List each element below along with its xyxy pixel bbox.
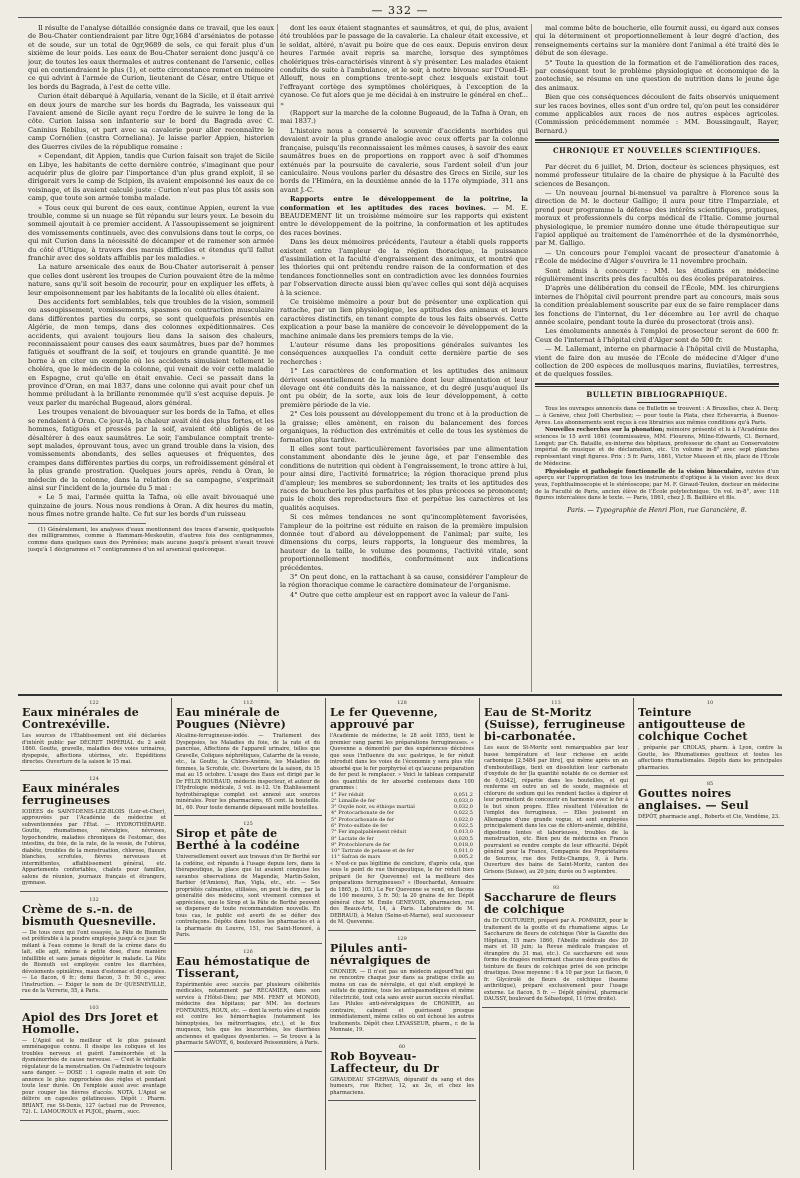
table-cell: 7° Fer impalpablement réduit: [331, 829, 407, 836]
section-title-chronicle: CHRONIQUE ET NOUVELLES SCIENTIFIQUES.: [552, 146, 762, 156]
advertisement: [482, 698, 630, 880]
ad-number: 132: [89, 896, 99, 903]
paragraph: mal comme bête de boucherie, elle fournit aussi, eu égard aux conses qui la déterminent et proportionnellement à leur degré d'action, des renseignements certains sur la manière dont l'animal a été traité dès le début de son élevage.: [535, 24, 779, 58]
advertisement: [20, 1003, 168, 1121]
table-cell: 0,005,2: [453, 854, 473, 861]
ad-number: 113: [551, 700, 561, 706]
advertisement: [328, 934, 476, 1039]
paragraph: (Rapport sur la marche de la colonne Bugeaud, de la Tafna à Oran, en mai 1837.): [280, 109, 528, 126]
paragraph: dont les eaux étaient stagnantes et saumâtres, et qui, de plus, avaient été troublées par le passage de la cavalerie. La chaleur était excessive, et le soldat, altéré, n'avait pu boire que de ces eaux. Depuis environ deux heures l'armée avait repris sa marche, lorsque des symptômes cholériques très-caractérisés vinrent à s'y présenter. Les malades étaient conduits de suite à l'ambulance, et le soir, à notre bivouac sur l'Oued-El-Alleuff, nous en comptions trente-sept chez lesquels existait tout l'effrayant cortège des symptômes cholériques, à l'exception de la cyanose. Ce fut alors que je me décidai à en instruire le général en chef... »: [280, 24, 528, 108]
table-cell: 0,020,5: [453, 835, 473, 842]
chronicle-item: Les émoluments annexés à l'emploi de prosecteur seront de 600 fr. Ceux de l'internat à l'hôpital civil d'Alger sont de 500 fr.: [535, 327, 779, 344]
ad-title: Eaux minérales ferrugineuses: [22, 781, 120, 807]
ad-number: 112: [243, 700, 253, 706]
ad-title: Eaux minérales de Contrexéville.: [22, 706, 139, 731]
report-heading: [280, 195, 528, 237]
table-cell: 9° Protochlorure de fer: [331, 841, 391, 848]
ad-divider: [479, 698, 480, 1170]
report-author: — M. E. BEAUDEMENT lit un troisième mémoire sur les rapports qui existent entre le développement de la poitrine, la conformation et les aptitudes des races bovines.: [280, 203, 528, 237]
ad-title: Sirop et pâte de Berthé à la codéine: [176, 827, 300, 852]
table-cell: 0,013,0: [453, 829, 473, 836]
report-title: Rapports entre le développement de la poitrine, la conformation et les aptitudes des races bovines.: [280, 195, 528, 212]
ad-title: Gouttes noires anglaises. — Seul: [638, 787, 749, 812]
paragraph: Il elles sont tout particulièrement favorisées par une alimentation constamment abondante dès le jeune âge, et par l'ensemble des conditions de nutrition qui cèdent à l'engraissement, le tronc attire à lui, pour ainsi dire, l'activité formatrice; la région thoracique prend plus d'ampleur; les membres se subordonnent; les traits et les aptitudes des races de boucherie les plus parfaites et les plus précoces se prononcent; puis le choix des reproducteurs fixe et perpétue les caractères et les qualités acquises.: [280, 444, 528, 512]
advertisement: [20, 774, 168, 892]
paragraph: » Tous ceux qui burent de ces eaux, continue Appien, eurent la vue trouble, comme si un nuage se fût répandu sur leurs yeux. Le besoin du sommeil ajoutait à ce premier accident. A l'assoupissement se joignirent des vomissements continuels, avec des convulsions dans tout le corps, ce qui mit Curion dans la nécessité de décamper et de ramener son armée du côté d'Utique, à travers des marais difficiles et étendus qu'il fallut franchir avec des soldats affaiblis par les maladies. »: [28, 203, 274, 262]
ad-body: IODÉES de SAINT-DENIS-LEZ-BLOIS (Loir-et-Cher), approuvées par l'Académie de médecine et subventionnées par l'État. — HYDROTHÉRAPIE. Goutte, rhumatismes, névralgies, névroses, hypochondrie, maladies chroniques de l'estomac, des intestins, du foie, de la rate, de la vessie, de l'utérus, diabète, troubles de la menstruation, chlorose, flueurs blanches, scrofules, fièvres nerveuses et intermittentes, affaiblissement général, etc. Appartements confortables, chalets pour familles, salons de réunion, journaux français et étrangers, gymnase.: [22, 808, 166, 886]
paragraph: « Cependant, dit Appien, tandis que Curion faisait son trajet de Sicile en Libye, les habitants de cette dernière contrée, s'imaginant que pour acquérir plus de gloire par l'importance d'un plus grand exploit, il se dirigerait vers le camp de Scipion, ils avaient empoisonné les eaux de ce voisinage, et ils avaient calculé juste : Curion n'eut pas plus tôt assis son camp, que toute son armée tomba malade.: [28, 152, 274, 203]
iron-comparison-table: [330, 792, 474, 861]
ad-divider: [325, 698, 326, 1170]
small-rule: [637, 159, 677, 160]
advertisement: [328, 1042, 476, 1102]
column-2: [280, 24, 528, 692]
ad-body: , préparée par CROLAS, pharm. à Lyon, contre la Goutte, les Rhumatismes goutteux et toutes les affections rhumatismales. Dépôts dans les principales pharmacies.: [638, 745, 782, 771]
paragraph: 3° On peut donc, en la rattachant à sa cause, considérer l'ampleur de la région thoracique comme le caractère dominateur de l'organisme.: [280, 573, 528, 590]
ad-title: Eau minérale de Pougues (Nièvre): [176, 706, 287, 731]
chronicle-item: D'après une délibération du conseil de l'École, MM. les chirurgiens internes de l'hôpital civil pourront prendre part au concours, mais sous la condition préalablement souscrite par eux de se faire remplacer dans les fonctions de l'internat, du 1er décembre au 1er avril de chaque année scolaire, pendant toute la durée du prosectorat (trois ans).: [535, 284, 779, 326]
advertisement: [174, 819, 322, 944]
ad-title: Apiol des Drs Joret et Homolle.: [22, 1010, 159, 1036]
paragraph: Il résulte de l'analyse détaillée consignée dans ce travail, que les eaux de Bou-Chater contiendraient par litre 0gr,1684 d'arséniates de potasse et de soude, sur un total de 0gr,9689 de sels, ce qui ferait plus d'un sixième de leur poids. Les eaux de Bou-Chater seraient donc jusqu'à ce jour, de toutes les eaux thermales et autres contenant de l'arsenic, celles qui en contiendraient le plus (1), et cette circonstance remet en mémoire ce qui advint à l'armée de Curion, lieutenant de César, entre Utique et les bords du Bagrada, à l'est de cette ville.: [28, 24, 274, 91]
chronicle-item: Sont admis à concourir : MM. les étudiants en médecine régulièrement inscrits près des facultés ou des écoles préparatoires.: [535, 266, 779, 283]
ad-title: Pilules anti-névralgiques de: [330, 941, 431, 967]
table-cell: 1° Fer réduit: [331, 791, 364, 798]
table-cell: 5° Protocarbonate de fer: [331, 816, 395, 823]
ad-number: 85: [706, 781, 714, 787]
bulletin-item-text: mémoire présenté et lu à l'Académie des sciences le 15 avril 1861 (commissaires, MM. Flourens, Milne-Edwards, Cl. Bernard, Longet; par Ch. Bataille, ex-interne des hôpitaux, professeur de chant au Conservatoire impérial de musique et de déclamation, etc. Un volume in-8° avec sept planches représentant vingt figures. Prix : 5 fr. Paris, 1861, Victor Masson et fils, place de l'École de Médecine.: [535, 427, 779, 467]
paragraph: 2° Ces lois poussent au développement du tronc et à la production de la graisse; elles amènent, en raison du balancement des forces organiques, la réduction des extrémités et celle de tous les systèmes de formation plus tardive.: [280, 410, 528, 444]
ad-body: — L'Apiol est le meilleur et le plus puissant emménagogue connu. Il dissipe les coliques et les troubles nerveux et guérit l'aménorrhée et la dysménorrhée de cause nerveuse. — C'est le véritable régulateur de la menstruation. On l'administre toujours sans danger. — DOSE : 1 capsule matin et soir. On annonce le plus rapprochées des règles et pendant toute leur durée. On l'emploie aussi avec avantage pour couper les fièvres d'accès. NOTA. L'Apiol se délivre en capsules gélatineuses. Dépôt : Pharm. BRIANT, rue St-Denis, 127 (actuel rue de Provence, 72). L. LAMOUROUX et PUJOL, pharm., succ.: [22, 1037, 166, 1115]
column-3: [535, 24, 779, 692]
paragraph: L'histoire nous a conservé le souvenir d'accidents morbides qui devaient avoir la plus grande analogie avec ceux offerts par la colonne française, puisqu'ils reconnaissaient les mêmes causes, à savoir des eaux saumâtres bues en de proportions en rapport avec à soif d'hommes exténués par la poursuite de cavalerie, sous l'ardent soleil d'un jour caniculaire. Nous voulons parler du désastre des Grecs en Sicile, sur les bords de l'Himéra, en la deuxième année de la 117e olympiade, 311 ans avant J.-C.: [280, 126, 528, 194]
paragraph: Bien que ces conséquences découlent de faits observés uniquement sur les races bovines, elles sont d'un ordre tel, qu'on peut les considérer comme applicables aux races de nos autres espèces agricoles. (Commission précédemment nommée : MM. Boussingault, Rayer, Bernard.): [535, 93, 779, 135]
ad-body: « N'est-ce pas légitime de conclure, d'après cela, que sous le point de vue thérapeutique, le fer réduit bien préparé (le fer Quevenne) est la meilleure des préparations ferrugineuses? » (Bouchardat, Annuaire de 1865, p. 105.) Le Fer Quevenne se vend, en flacons de 100 mesures, 3 fr. 50; la 20 grains de fer. Dépôt général chez M. Émile GENEVOIX, pharmacien, rue des Beaux-Arts, 14, à Paris. Laboratoire de M. DEBRAUD, à Melun (Seine-et-Marne), seul successeur de M. Quevenne.: [330, 860, 474, 926]
ad-divider: [633, 698, 634, 1170]
ad-body: Alcaline-ferrugineuse-iodée. — Traitement des Dyspepsies, les Maladies du foie, de la rate et du pancréas, Affections de l'appareil urinaire, telles que Gravelle, Coliques néphrétiques, Catarrhe de la vessie, etc., la Goutte, la Chloro-Anémie, les Maladies de femmes, la Scrofule, etc. Ouverture de la saison, du 15 mai au 15 octobre. L'usage des Eaux est dirigé par le Dr FÉLIX ROUBAUD, médecin inspecteur, et auteur de l'Hydrologie médicale, 3 vol. in-12. Un Établissement hydrothérapique complet est annexé aux sources minérales. Pour les pharmaciens, 65 cent. la bouteille. Id., 60. Pour toute demande dépassant mille bouteilles.: [176, 733, 320, 811]
chronicle-item: — M. Lallemant, interne en pharmacie à l'hôpital civil de Mustapha, vient de faire don au musée de l'École de médecine d'Alger d'une collection de 200 espèces de mollusques marins, fluviatiles, terrestres, et de quelques fossiles.: [535, 345, 779, 379]
ad-number: 122: [89, 700, 99, 706]
ad-body: CRONIER. — Il n'est pas un médecin aujourd'hui qui ne rencontre chaque jour dans sa pratique civile au moins un cas de névralgie, et qui n'ait employé le sulfate de quinine, tous les antispasmodiques et même l'électricité, tout cela sans avoir aucun succès résultat. Les Pilules anti-névralgiques de CRONIER, au contraire, calment et guérissent presque immédiatement, même celles où ont échoué les autres traitements. Dépôt chez LEVASSEUR, pharm., r. de la Monnaie, 19.: [330, 968, 474, 1034]
table-cell: 0,033,0: [453, 797, 473, 804]
ad-number: 125: [243, 821, 253, 827]
ad-column-1: [20, 698, 168, 1170]
section-rule: [535, 383, 779, 387]
table-cell: 3° Oxyde noir, ou éthiops martial: [331, 804, 415, 811]
paragraph: Si ces mêmes tendances ne sont qu'incomplètement favorisées, l'ampleur de la poitrine est réduite en raison de la première impulsion donnée tout d'abord au développement de l'animal; par suite, les dimensions du corps, leurs rapports, la longueur des membres, la hauteur de la taille, le volume des poumons, l'activité vitale, sont proportionnellement modifiés, conformément aux indications précédentes.: [280, 513, 528, 572]
ad-body: Les sources de l'Établissement ont été déclarées d'intérêt public par DÉCRET IMPÉRIAL du 2 août 1860. Goutte, gravelle, maladies des voies urinaires, dyspepsie, affections utérines, etc. Expéditions directes. Ouverture de la saison le 15 mai.: [22, 733, 166, 765]
page-number: — 332 —: [371, 4, 429, 17]
ad-title: Saccharure de fleurs de colchique: [484, 891, 617, 916]
ad-number: 129: [397, 935, 407, 942]
footnote-rule: [28, 523, 146, 524]
ad-title: Crème de s.-n. de bismuth Quesneville.: [22, 902, 157, 928]
table-cell: 0,011,0: [453, 848, 473, 855]
table-cell: 0,032,0: [453, 804, 473, 811]
paragraph: 5° Toute la question de la formation et de l'amélioration des races, par conséquent tout le problème physiologique et économique de la zootechnie, se résume en une question de nutrition dans le jeune âge des animaux.: [535, 58, 779, 92]
advertisement: [20, 698, 168, 771]
column-rule: [277, 24, 278, 692]
column-rule: [531, 24, 532, 692]
table-cell: 11° Safran de mars: [331, 854, 381, 861]
table-cell: 0,022,5: [453, 810, 473, 817]
advertisement: [636, 698, 784, 776]
paragraph: Des accidents fort semblables, tels que troubles de la vision, sommeil ou assoupissement, vomissements, spasmes ou contraction musculaire dans différentes parties du corps, se sont quelquefois présentés en Algérie, de mon temps, dans des colonnes expéditionnaires. Ces accidents, qui avaient toujours lieu dans la saison des chaleurs, reconnaissaient pour causes des eaux saumâtres, bues par de? hommes fatigués et souffrant de la soif, et toujours en grande quantité. Je me borne à en citer un exemple où les accidents simulaient tellement le choléra, que le médecin de la colonne, qui venait de voir cette maladie en Espagne, crut qu'elle en était envahie. Ceci se passait dans la province d'Oran, en mai 1837, dans une colonne qui avait pour chef un homme préludant à la brillante renommée qu'il s'est acquise depuis. Je veux parler du maréchal Bugeaud, alors général.: [28, 298, 274, 407]
paragraph: La nature arsenicale des eaux de Bou-Chater autoriserait à penser que celles dont usèrent les troupes de Curion pouvaient être de la même nature, sans qu'il soit besoin de recourir, pour en expliquer les effets, à leur empoisonnement par les habitants de la localité où elles étaient.: [28, 263, 274, 297]
advertisement: [636, 779, 784, 826]
ad-title: Rob Boyveau-Laffecteur, du Dr: [330, 1049, 440, 1075]
paragraph: « Le 5 mai, l'armée quitta la Tafna, où elle avait bivouaqué une quinzaine de jours. Nous nous rendions à Oran. A dix heures du matin, nous fîmes notre grande halte. Ce fut sur les bords d'un ruisseau: [28, 493, 274, 519]
section-rule: [535, 139, 779, 143]
table-cell: 4° Protocarbonate de fer: [331, 810, 395, 817]
table-cell: 2° Limaille de fer: [331, 797, 376, 804]
section-title-bulletin: BULLETIN BIBLIOGRAPHIQUE.: [586, 389, 728, 399]
ad-body: DÉPÔT, pharmacie angl., Roberts et Cie, Vendôme, 23.: [638, 814, 780, 820]
paragraph: Curion était débarqué à Aquilaria, venant de la Sicile, et il était arrivé en deux jours de marche sur les bords du Bagrada, les vaisseaux qui l'avaient amené de Sicile ayant reçu l'ordre de le suivre le long de la côte. Curion laissa son infanterie sur le bord du Bagrada avec C. Caninius Rebilus, et part avec sa cavalerie pour aller reconnaître le camp Cornélien (castra Corneliana). Je laisse parler Appien, historien des Guerres civiles de la république romaine :: [28, 92, 274, 151]
table-cell: 0,018,0: [453, 841, 473, 848]
ad-column-2: [174, 698, 322, 1170]
advertisement: [482, 883, 630, 1008]
paragraph: Les troupes venaient de bivouaquer sur les bords de la Tafna, et elles se rendaient à Oran. Ce jour-là, la chaleur avait été des plus fortes, et les hommes, fatigués et pressés par la soif, avaient été obligés de se désaltérer à des eaux saumâtres. Le soir, l'ambulance comptait trente-sept malades, éprouvant tous, avec un grand trouble dans la vision, des vomissements abondants, des selles aqueuses et fréquentes, des crampes dans différentes parties du corps, un refroidissement général et la plus grande prostration. Quelques jours après, rendu à Oran, le médecin de la colonne, dans la relation de sa campagne, s'exprimait ainsi sur l'incident de la journée du 5 mai :: [28, 408, 274, 492]
bulletin-item-title: Nouvelles recherches sur la phonation;: [545, 427, 665, 434]
ad-body: Universellement ouvert aux travaux d'un Dr Berthé sur la codéine, est répandu à l'usage depuis lors, dans la thérapeutique, la place que lui avaient conquise les savantes observations de Magendie, Martin-Solon, Barbier (d'Amiens), Ran, Vigla, etc., etc. — Ses propriétés calmantes, utilisées, on peut le dire, par la généralité des médecins, sont vivement connues et appréciées, que le Sirop et la Pâte de Berthé peuvent se dispenser de toute recommandation nouvelle. En tous cas, le public est averti de se défier des contrefaçons. Dépôts dans toutes les pharmacies et à la pharmacie du Louvre, 151, rue Saint-Honoré, à Paris.: [176, 854, 320, 938]
ad-body: l'Académie de médecine, le 28 août 1855, tient le premier rang parmi les préparations ferrugineuses. « Quevenne a démontré par des expériences décisives que sous l'influence du suc gastrique, le fer réduit introduit dans les voies de l'économie y sera plus vite absorbé que le fer porphyrisé et qu'aucune préparation de fer peut le remplacer. » Voici le tableau comparatif des quantités de fer absorbé contenues dans 100 grammes :: [330, 733, 474, 791]
column-1: [28, 24, 274, 692]
table-cell: 0,022,0: [453, 816, 473, 823]
advertisement-rule: [18, 694, 782, 696]
ad-column-3: [328, 698, 476, 1170]
ad-body: Expérimentée avec succès par plusieurs célébrités médicales, notamment par RÉCAMIER, dans son service à l'Hôtel-Dieu; par MM. FEMY et MONOD, médecins des hôpitaux; par MM. les docteurs FONTAINES, ROUX, etc. — dont la vertu sûre et rapide est contre les hémorrhagies (notamment les hémoptysies, les métrorrhagies, etc.), et le flux muqueux, tels que les leucorrhées, les diarrhées anciennes et quelques dysenteries. — Se trouve à la pharmacie SAVOYE, 6, boulevard Poissonnière, à Paris.: [176, 981, 320, 1046]
table-cell: 0,022,5: [453, 822, 473, 829]
ad-body: du Dr COUTURIER, préparé par A. POMMIER, pour le traitement de la goutte et du rhumatisme aigus. Le Saccharure de fleurs de colchique (Voir la Gazette des Hôpitaux, 15 mars 1860, l'Abeille médicale des 20 mars et 18 juin; la Revue médicale française et étrangère du 31 mai, etc.). Ce saccharure est sous forme de dragées renfermant chacune deux gouttes de teinture de fleurs de colchique privé de son principe drastique. Dose moyenne : 6 à 10 par jour. Le flacon, 6 fr. Glycérolé de fleurs de colchique (baume anthritique), préparé exclusivement pour l'usage externe. Le flacon, 5 fr. — Dépôt général, pharmacie DAUSSY, boulevard de Sébastopol, 11 (rive droite).: [484, 918, 628, 1002]
printer-line: Paris. — Typographie de Henri Plon, rue Garancière, 8.: [567, 506, 747, 515]
header-rule: [18, 17, 782, 18]
bulletin-item-title: Physiologie et pathologie fonctionnelle de la vision binoculaire,: [545, 468, 744, 475]
ad-body: — De tous ceux qui l'ont essayée, la Pâte de Bismuth est préférable à la poudre employée jusqu'à ce jour. Se mêlant à l'eau comme le ferait de la crème dans du lait, elle agit, même à petite dose, d'une manière infaillible et sans jamais dégoûter le malade. La Pâte de Bismuth est employée contre les diarrhées, dévoiements opiniâtres, maux d'estomac et dyspepsies. — Le flacon, 6 fr.; demi flacon, 3 fr. 50 c., avec l'instruction. — Exiger le nom de Dr QUESNEVILLE, rue de la Verrerie, 55, à Paris.: [22, 929, 166, 994]
ad-number: 103: [89, 1004, 99, 1011]
table-cell: 8° Lactate de fer: [331, 835, 374, 842]
ad-number: 93: [552, 885, 560, 891]
ad-divider: [171, 698, 172, 1170]
paragraph: 4° Outre que cette ampleur est en rapport avec la valeur de l'ani-: [290, 590, 510, 599]
ad-number: 10: [706, 700, 714, 706]
chronicle-item: Par décret du 6 juillet, M. Drion, docteur ès sciences physiques, est nommé professeur titulaire de la chaire de physique à la Faculté des sciences de Besançon.: [535, 162, 779, 188]
ad-body: GIRAUDEAU ST-GERVAIS, dépuratif du sang et des humeurs, rue Richer, 12, au 2e, et chez les pharmaciens.: [330, 1076, 474, 1096]
ad-title: Eau de St-Moritz (Suisse), ferrugineuse bi-carbonatée.: [484, 706, 626, 743]
advertisement: [174, 947, 322, 1052]
table-cell: 6° Proto-sulfate de fer: [331, 822, 388, 829]
ad-column-4: [482, 698, 630, 1170]
paragraph: L'auteur résume dans les propositions générales suivantes les conséquences auxquelles l'a conduit cette dernière partie de ses recherches :: [280, 341, 528, 366]
chronicle-item: — Un concours pour l'emploi vacant de prosecteur d'anatomie à l'École de médecine d'Alger s'ouvrira le 11 novembre prochain.: [535, 248, 779, 266]
table-cell: 10° Tartrate de potasse et de fer: [331, 848, 414, 855]
table-cell: 0,051,2: [453, 791, 473, 798]
advertisement: [328, 698, 476, 931]
bulletin-item: [535, 427, 779, 467]
ad-column-5: [636, 698, 784, 1170]
bulletin-item: [535, 469, 779, 503]
ad-number: 60: [398, 1043, 406, 1050]
small-rule: [637, 402, 677, 403]
ad-number: 124: [89, 775, 99, 782]
ad-title: Eau hémostatique de Tisserant,: [176, 954, 310, 980]
advertisement: [20, 895, 168, 1000]
ad-number: 126: [243, 948, 253, 955]
advertisement: [174, 698, 322, 816]
ad-number: 128: [397, 700, 407, 706]
chronicle-item: — Un nouveau journal bi-mensuel va paraître à Florence sous la direction de M. le docteur Galligo; il aura pour titre l'Imparziale, et prend pour programme la défense des intérêts scientifiques, pratiques, moraux et professionnels du corps médical de l'Italie. Comme journal physiologique, le premier numéro donne une étude thérapeutique sur l'apiol appliqué au traitement de l'aménorrhée et de la dysménorrhée, par M. Galligo.: [535, 188, 779, 248]
footnote: (1) Généralement, les analyses d'eaux mentionnent des traces d'arsenic, quelquefois des milligrammes, comme à Hammam-Meskoutin, d'autres fois des centigrammes, comme dans quelques eaux des Pyrénées; mais aucune jusqu'à présent n'avait trouvé jusqu'à 1 décigramme et 7 centigrammes d'un sel arsenical quelconque.: [28, 526, 274, 553]
paragraph: 1° Les caractères de conformation et les aptitudes des animaux dérivent essentiellement de la manière dont leur alimentation et leur élevage ont été conduits dès la naissance, et du degré jusqu'auquel ils ont pu obéir, de la sorte, aux lois de leur développement, à cette première période de la vie.: [280, 367, 528, 409]
bulletin-intro: Tous les ouvrages annoncés dans ce Bulletin se trouvent : A Bruxelles, chez A. Decq; — à Genève, chez Joël Cherbuliez; — pour toute la Plata, chez Echevarria, à Buenos-Ayres. Les abonnements sont reçus à ces librairies aux mêmes conditions qu'à Paris.: [535, 406, 779, 426]
bulletin-item-text: suivies d'un aperçu sur l'appropriation de tous les instruments d'optique à la vision avec les deux yeux, l'ophthalmoscopie et le stéréoscope; par M. F. Giraud-Teulon, docteur en médecine de la Faculté de Paris, ancien élève de l'École polytechnique. Un vol. in-8°, avec 118 figures intercalées dans le texte. — Paris, 1861, chez J. B. Baillière et fils.: [535, 468, 779, 502]
paragraph: Ce troisième mémoire a pour but de présenter une explication qui rattache, par un lien physiologique, les aptitudes des animaux et leurs caractères distinctifs, en tenant compte de tous les faits observés. Cette explication a pour base la manière de concevoir le développement de la machine animale dans les premiers temps de la vie.: [280, 298, 528, 340]
ad-title: Le fer Quevenne, approuvé par: [330, 706, 438, 731]
paragraph: Dans les deux mémoires précédents, l'auteur a établi quels rapports existent entre l'ampleur de la région thoracique, la puissance d'assimilation et la faculté d'engraissement des animaux, et montré que les théories qui ont prétendu rendre raison de la conformation et des tendances fonctionnelles sont en contradiction avec les données fournies par l'observation directe aussi bien qu'avec celles qui sont déjà acquises à la science.: [280, 238, 528, 297]
ad-body: Les eaux de St-Moritz sont remarquables par leur basse température et leur richesse en acide carbonique [2,5484 par litre], qui même après un an d'embouteillage, tient en dissolution leur carbonate d'oxydule de fer [la quantité notable de ce dernier est de 0,0342], répartie dans les bouteilles, et qui renferme en outre un sel de soude, magnésie et chlorure de sodium qui les rendent faciles à digérer et leur permettent de concourir en harmonie avec le fer à le but sinon propre. Elles résultent l'élévation de l'emploi des ferrugineux. — Elles jouissent en Allemagne d'une grande vogue, et sont employées principalement dans les cas de chloro-anémie, débilité, digestions lentes et laborieuses, troubles de la menstruation, etc. Bien peu de médecins en France pourraient se rendre compte de leur efficacité. Dépôt général pour la France, Compagnie des Propriétaires de Sources, rue des Petits-Champs, 9, à Paris. Ouverture des bains de Saint-Moritz, canton des Grisons (Suisse), au 20 juin; durée ou 5 septembre.: [484, 745, 628, 875]
ad-title: Teinture antigoutteuse de colchique Cochet: [638, 706, 748, 743]
